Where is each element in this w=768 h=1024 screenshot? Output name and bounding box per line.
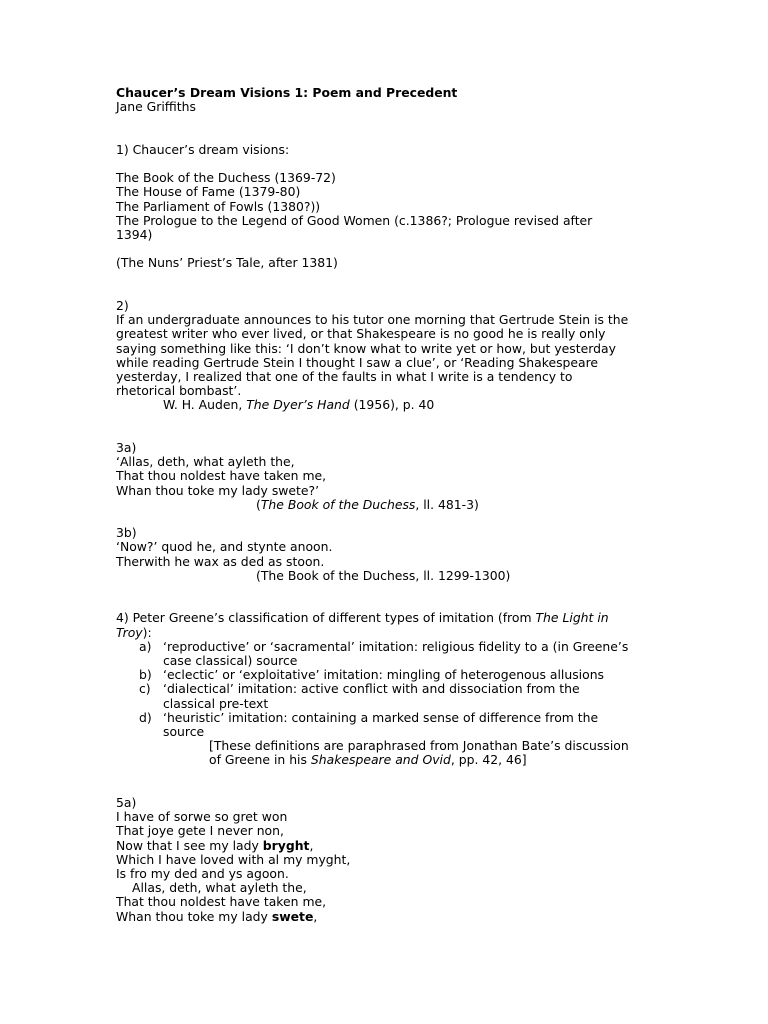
intro-text: ): <box>142 624 152 640</box>
citation-author: W. H. Auden, <box>163 397 247 413</box>
citation-open: ( <box>256 496 261 512</box>
imitation-list-item <box>116 668 676 682</box>
poem-line: I have of sorwe so gret won <box>116 809 288 825</box>
work-item: The House of Fame (1379-80) <box>116 184 301 200</box>
poem-line: That joye gete I never non, <box>116 823 284 839</box>
poem-text: , <box>313 908 318 924</box>
source-note: [These definitions are paraphrased from Jonathan Bate’s discussion <box>209 738 629 754</box>
poem-line: Allas, deth, what ayleth the, <box>132 880 307 896</box>
list-marker: d) <box>139 709 152 725</box>
duchess-citation <box>116 498 676 512</box>
poem-line <box>116 910 676 924</box>
section-5a-number: 5a) <box>116 795 137 811</box>
list-marker: b) <box>139 667 152 683</box>
list-marker: c) <box>139 681 151 697</box>
poem-line: Which I have loved with al my myght, <box>116 851 351 867</box>
quote-line: while reading Gertrude Stein I thought I saw a clue’, or ‘Reading Shakespeare <box>116 354 599 370</box>
poem-line: Is fro my ded and ys agoon. <box>116 866 289 882</box>
list-marker: a) <box>139 638 152 654</box>
poem-line: That thou noldest have taken me, <box>116 894 327 910</box>
citation-title: The Dyer’s Hand <box>246 397 350 413</box>
author-name: Jane Griffiths <box>116 99 196 115</box>
note-text: of Greene in his <box>209 752 311 768</box>
poem-line: ‘Allas, deth, what ayleth the, <box>116 454 295 470</box>
quote-line: yesterday, I realized that one of the faults in what I write is a tendency to <box>116 369 573 384</box>
poem-line: Whan thou toke my lady swete?’ <box>116 482 320 498</box>
section-4-intro <box>116 611 676 625</box>
list-text: ‘reproductive’ or ‘sacramental’ imitation: religious fidelity to a (in Greene’s <box>163 638 629 654</box>
intro-title: The Light in <box>535 610 609 626</box>
poem-line: That thou noldest have taken me, <box>116 468 327 484</box>
work-item: The Parliament of Fowls (1380?)) <box>116 198 321 214</box>
poem-line: Therwith he wax as ded as stoon. <box>116 553 325 569</box>
intro-text: 4) Peter Greene’s classification of different types of imitation (from <box>116 610 536 626</box>
page-title: Chaucer’s Dream Visions 1: Poem and Precedent <box>116 85 458 100</box>
imitation-list-item <box>116 711 676 725</box>
list-text: source <box>163 724 205 740</box>
imitation-list-item <box>116 682 676 696</box>
work-item: The Prologue to the Legend of Good Women (c.1386?; Prologue revised after <box>116 212 593 228</box>
emphasized-word: bryght <box>262 837 310 853</box>
quote-line: If an undergraduate announces to his tutor one morning that Gertrude Stein is the <box>116 312 629 328</box>
quote-line: saying something like this: ‘I don’t know what to write yet or how, but yesterday <box>116 340 616 356</box>
imitation-list-item <box>116 640 676 654</box>
section-3a-number: 3a) <box>116 440 137 455</box>
emphasized-word: swete <box>271 908 314 924</box>
source-note-cont <box>116 753 676 767</box>
poem-text: Now that I see my lady <box>116 837 263 853</box>
poem-text: Whan thou toke my lady <box>116 908 272 924</box>
list-text: ‘eclectic’ or ‘exploitative’ imitation: mingling of heterogenous allusions <box>163 667 605 683</box>
poem-line <box>116 839 676 853</box>
list-text: case classical) source <box>163 653 298 669</box>
list-text: classical pre-text <box>163 695 269 711</box>
poem-text: , <box>309 837 314 853</box>
section-4-intro-cont <box>116 626 676 640</box>
work-item-extra: (The Nuns’ Priest’s Tale, after 1381) <box>116 255 338 271</box>
duchess-citation: (The Book of the Duchess, ll. 1299-1300) <box>256 567 511 583</box>
note-title: Shakespeare and Ovid <box>310 752 451 768</box>
list-text: ‘heuristic’ imitation: containing a marked sense of difference from the <box>163 709 599 725</box>
work-item: The Book of the Duchess (1369-72) <box>116 170 336 186</box>
poem-line: ‘Now?’ quod he, and stynte anoon. <box>116 539 333 555</box>
citation-details: , ll. 481-3) <box>415 496 479 512</box>
note-text: , pp. 42, 46] <box>450 752 527 768</box>
document-body <box>116 86 676 924</box>
citation-details: (1956), p. 40 <box>349 397 435 413</box>
section-3b-number: 3b) <box>116 525 137 541</box>
auden-citation <box>116 398 676 412</box>
work-item: 1394) <box>116 227 153 242</box>
quote-line: greatest writer who ever lived, or that Shakespeare is no good he is really only <box>116 326 606 342</box>
section-1-heading: 1) Chaucer’s dream visions: <box>116 141 290 157</box>
list-text: ‘dialectical’ imitation: active conflict with and dissociation from the <box>163 681 580 697</box>
intro-title: Troy <box>116 624 143 640</box>
citation-title: The Book of the Duchess <box>260 496 416 512</box>
quote-line: rhetorical bombast’. <box>116 383 242 399</box>
section-2-number: 2) <box>116 297 129 313</box>
